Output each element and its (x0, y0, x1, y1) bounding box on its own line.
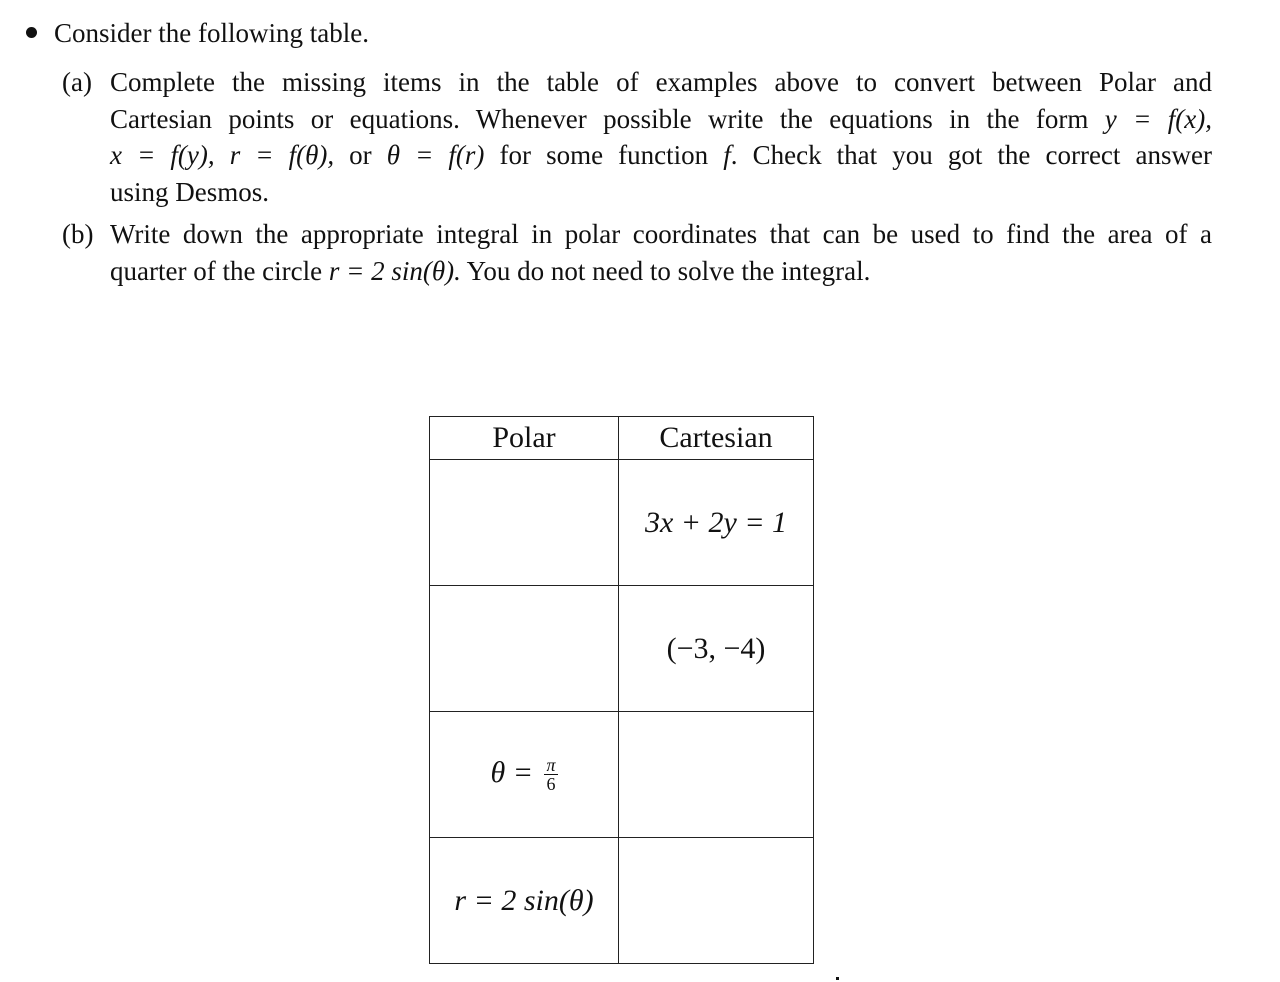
intro-line (26, 16, 369, 50)
row-3-polar-lhs: θ = (490, 755, 541, 789)
conversion-table (429, 416, 814, 964)
part-b-line-2-text: quarter of the circle (110, 255, 329, 286)
row-3-cartesian-cell[interactable] (619, 712, 814, 838)
row-4-polar-cell (430, 838, 619, 964)
row-1-polar-cell[interactable] (430, 460, 619, 586)
part-b-line-2 (110, 253, 1212, 290)
row-2-cartesian-cell (619, 586, 814, 712)
bullet-icon (26, 27, 37, 38)
row-4-cartesian-cell[interactable] (619, 838, 814, 964)
part-a-line-3-post: for some function (484, 140, 724, 170)
part-b-line-1: Write down the appropriate integral in polar coordinates that can be used to find the area of a (110, 219, 1212, 249)
stray-mark (836, 977, 839, 980)
part-a-label: (a) (62, 67, 92, 97)
table-row (430, 838, 814, 964)
part-b (62, 216, 1212, 289)
row-1-cartesian-value: 3x + 2y = 1 (644, 505, 788, 539)
table-row (430, 460, 814, 586)
part-b-line-2-math: r = 2 sin(θ). (328, 255, 461, 286)
header-polar: Polar (430, 417, 619, 460)
part-a-line-2-math: y = f(x), (1104, 103, 1213, 134)
part-a-line-3-end: . Check that you got the correct answer (730, 140, 1212, 170)
part-a-line-2-text: Cartesian points or equations. Whenever possible write the equations in the form (110, 103, 1105, 134)
table-row (430, 712, 814, 838)
part-a-line-3-math1: x = f(y), r = f(θ), (110, 140, 335, 170)
table-row (430, 586, 814, 712)
part-a-line-3-f: f (723, 140, 731, 170)
part-a-line-3-math2: θ = f(r) (386, 140, 485, 170)
intro-text: Consider the following table. (54, 18, 369, 48)
header-cartesian: Cartesian (619, 417, 814, 460)
part-b-body (110, 216, 1212, 289)
part-a-line-2 (110, 101, 1212, 138)
part-a-line-3 (110, 137, 1212, 174)
part-b-line-2-post: You do not need to solve the integral. (460, 255, 871, 286)
part-a-body (110, 64, 1212, 210)
part-a-line-1: Complete the missing items in the table of examples above to convert between Polar and (110, 67, 1212, 97)
part-a-line-3-mid: or (334, 140, 387, 170)
row-4-polar-value: r = 2 sin(θ) (454, 883, 594, 917)
row-1-cartesian-cell (619, 460, 814, 586)
part-b-label: (b) (62, 219, 94, 249)
row-3-polar-cell (430, 712, 619, 838)
fraction-numerator: π (546, 755, 556, 776)
fraction-denominator: 6 (546, 774, 556, 795)
part-a-line-4: using Desmos. (110, 176, 270, 207)
row-2-cartesian-value: (−3, −4) (666, 631, 766, 665)
table-header-row (430, 417, 814, 460)
row-2-polar-cell[interactable] (430, 586, 619, 712)
pi-over-six-fraction (544, 756, 557, 793)
part-a (62, 64, 1212, 210)
